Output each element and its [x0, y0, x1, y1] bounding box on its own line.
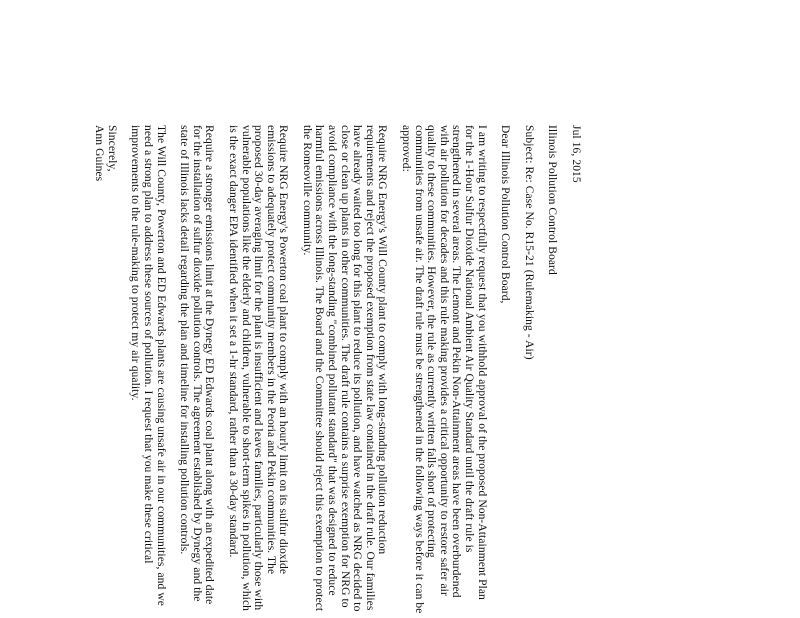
letter-paragraph-conclusion: The Will County, Powerton and ED Edwards plants are causing unsafe air in our communities, and we need a strong plan to address these sources of pollution. I request that you make these critical improvements to the rule-making to protect my air quality.: [129, 125, 167, 606]
letter-paragraph-will-county: Require NRG Energy's Will County plant to comply with long-standing pollution reduction requirements and reject the proposed exemption from state law contained in the draft rule. Our families have already waited too long for this plant to reduce its pollution, and have watched as NRG decided to close or clean up plants in other communities. The draft rule contains a surprise exemption for NRG to avoid compliance with the long-standing "combined pollutant standard" that was designed to reduce harmful emissions across Illinois. The Board and the Committee should reject this exemption to protect the Romeoville community.: [300, 125, 389, 612]
letter-signoff: [93, 125, 118, 615]
letter-paragraph-powerton: Require NRG Energy's Powerton coal plant to comply with an hourly limit on its sulfur dioxide emissions to adequately protect community members in the Peoria and Pekin communities. The proposed 30-day averaging limit for the plant is insufficient and leaves families, particularly those with vulnerable populations like the elderly and children, vulnerable to short-term spikes in pollution, which is the exact danger EPA identified when it set a 1-hr standard, rather than a 30-day standard.: [226, 125, 290, 612]
letter-closing: Sincerely,: [105, 125, 118, 172]
letter-subject: Subject: Re: Case No. R15-21 (Rulemaking - Air): [522, 125, 535, 360]
letter-body: [82, 125, 582, 615]
letter-date: Jul 16, 2015: [570, 125, 582, 183]
letter-recipient: Illinois Pollution Control Board: [546, 125, 559, 275]
letter-salutation: Dear Illinois Pollution Control Board,: [499, 125, 512, 304]
letter-signature: Ann Guines: [93, 125, 106, 182]
letter-paragraph-ed-edwards: Require a stronger emissions limit at the Dynegy ED Edwards coal plant along with an expedited date for the installation of sulfur dioxide pollution controls. The agreement established by Dynegy and the state of Illinois lacks detail regarding the plan and timeline for installing pollution controls.: [178, 125, 216, 605]
letter-paragraph-intro: I am writing to respectfully request that you withhold approval of the proposed Non-Attainment Plan for the 1-Hour Sulfur Dioxide National Ambient Air Quality Standard until the draft rule is strengthened in several areas. The Lemont and Pekin Non-Attainment areas have been overburdened with air pollution for decades and this rule making provides a critical opportunity to restore safer air quality to these communities. However, the rule as currently written falls short of protecting communities from unsafe air. The draft rule must be strengthened in the following ways before it can be approved:: [400, 125, 488, 614]
